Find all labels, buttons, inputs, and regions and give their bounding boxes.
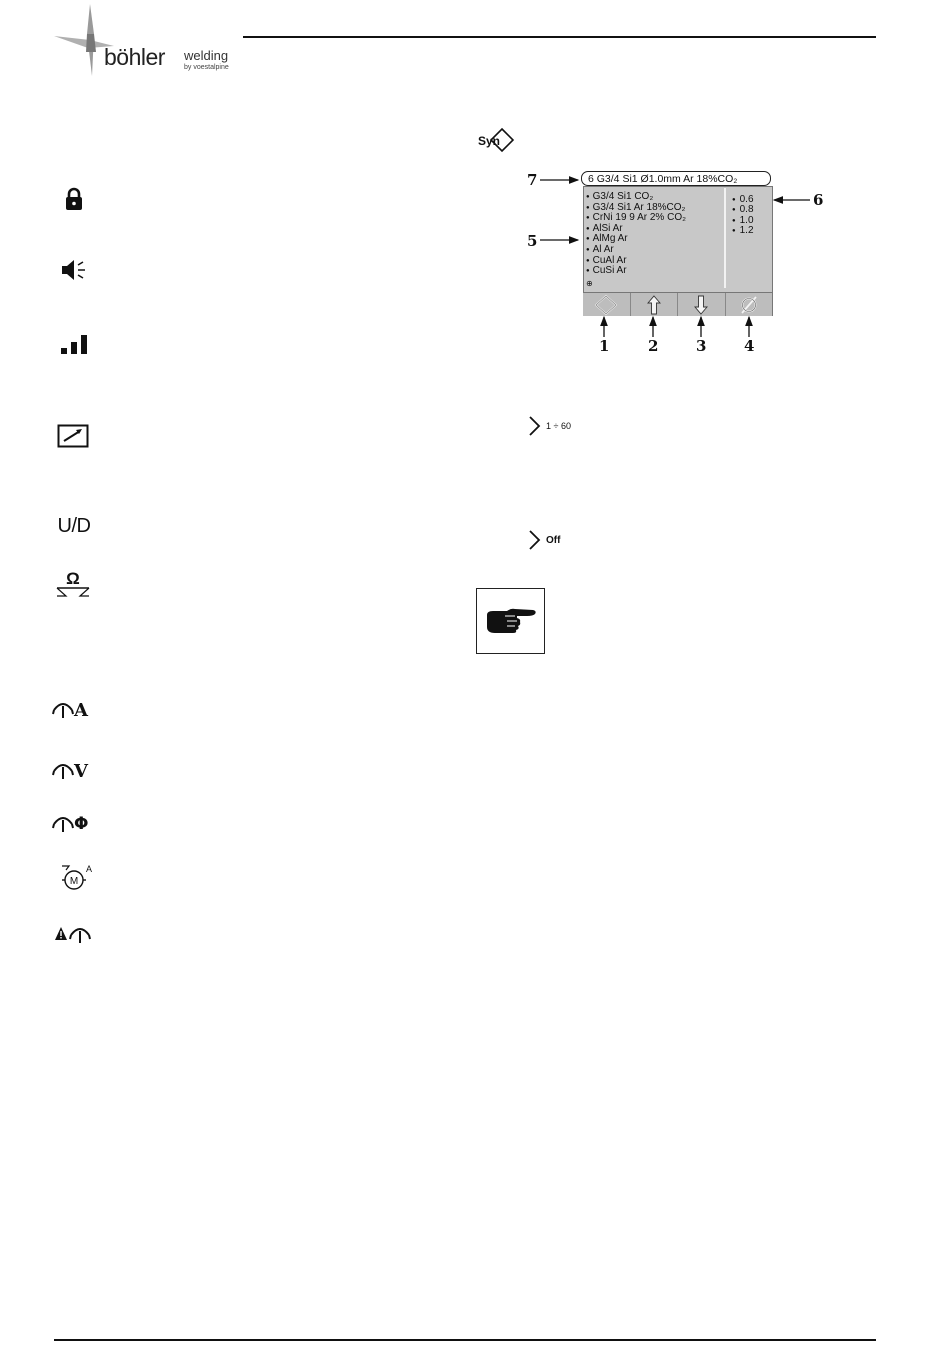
range-label: 1 ÷ 60 [546,421,571,431]
off-icon [526,529,572,551]
arc-diameter-label: Φ [74,814,89,834]
material-item[interactable]: ● AlMg Ar [586,234,722,245]
callout-arrows [520,160,840,360]
list-scroll-indicator: ⊕ [586,279,593,288]
header-rule [243,36,876,38]
slope-icon [56,423,90,449]
diameter-item[interactable]: ● 1.2 [732,226,754,236]
callout-1: 1 [599,337,610,355]
motor-m-label: M [69,876,79,887]
note-box [476,588,545,654]
arc-diameter-icon [52,812,96,836]
motor-a-label: A [85,864,93,874]
material-item[interactable]: ● G3/4 Si1 Ar 18%CO₂ [586,203,722,214]
diameter-item[interactable]: ● 0.6 [732,195,754,205]
resistance-icon [54,568,92,598]
material-item[interactable]: ● G3/4 Si1 CO₂ [586,192,722,203]
lock-icon [64,186,84,212]
material-item[interactable]: ● AlSi Ar [586,224,722,235]
off-label: Off [546,534,561,546]
callout-5: 5 [527,232,538,250]
signal-level-icon [58,333,90,355]
display-title-bar: 6 G3/4 Si1 Ø1.0mm Ar 18%CO₂ [581,171,771,186]
pointing-hand-icon [477,589,544,653]
arc-current-icon [52,698,96,722]
bohler-welding-logo [54,4,244,76]
arc-warning-icon [54,922,94,946]
arc-voltage-label: V [74,760,88,782]
diameter-item[interactable]: ● 0.8 [732,205,754,215]
up-down-icon: U/D [57,514,91,537]
diameter-item[interactable]: ● 1.0 [732,216,754,226]
arc-voltage-icon [52,759,96,783]
ohm-symbol: Ω [66,569,80,588]
footer-rule [54,1339,876,1341]
logo-welding: welding [184,48,229,63]
material-item[interactable]: ● Al Ar [586,245,722,256]
callout-3: 3 [696,337,707,355]
callout-6: 6 [813,191,824,209]
speaker-icon [60,258,88,282]
callout-7: 7 [527,171,538,189]
callout-4: 4 [744,337,755,355]
material-item[interactable]: ● CrNi 19 9 Ar 2% CO₂ [586,213,722,224]
motor-current-icon [56,862,96,892]
arc-current-label: A [74,699,88,721]
logo-brand: böhler [104,44,165,70]
synergic-icon [476,126,516,154]
material-item[interactable]: ● CuSi Ar [586,266,722,277]
syn-label: Syn [478,134,501,148]
logo-voestalpine: by voestalpine [184,64,229,71]
range-icon [526,415,576,437]
material-item[interactable]: ● CuAl Ar [586,256,722,267]
callout-2: 2 [648,337,659,355]
